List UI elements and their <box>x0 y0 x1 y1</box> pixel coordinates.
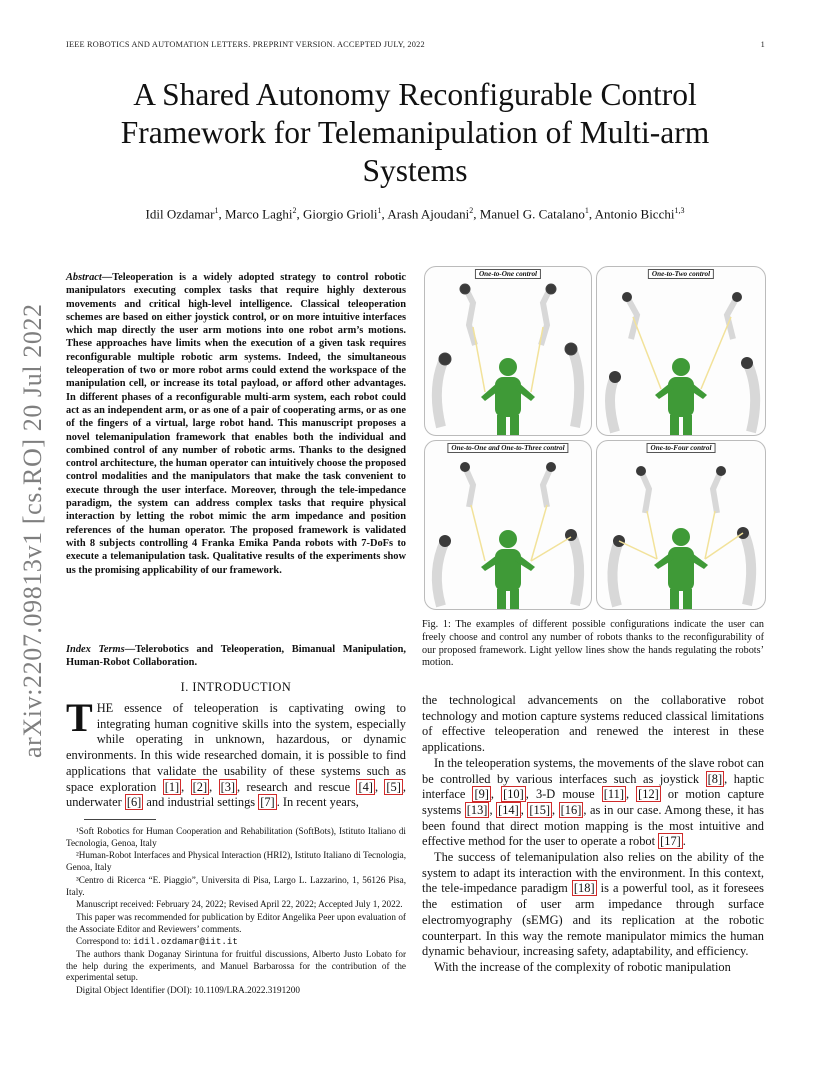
email-link[interactable]: idil.ozdamar@iit.it <box>133 936 238 948</box>
author: Arash Ajoudani <box>387 206 470 222</box>
text-run: , <box>520 802 528 817</box>
index-terms <box>66 643 406 670</box>
affiliation-mark: 1 <box>377 206 382 215</box>
index-terms-text: —Telerobotics and Teleoperation, Bimanual Manipulation, Human-Robot Collaboration. <box>66 644 406 669</box>
abstract <box>66 271 406 577</box>
journal-header: IEEE ROBOTICS AND AUTOMATION LETTERS. PREPRINT VERSION. ACCEPTED JULY, 2022 <box>66 40 425 49</box>
text-run: , 3-D mouse <box>525 787 602 802</box>
panel-label: One-to-Two control <box>648 269 714 279</box>
citation-link[interactable]: [8] <box>707 771 723 786</box>
intro-text: , <box>181 779 191 794</box>
citation-link[interactable]: [7] <box>260 795 275 810</box>
intro-text: , underwater <box>66 779 406 810</box>
index-terms-lead: Index Terms <box>66 644 125 655</box>
footnote-affiliation-1: ¹Soft Robotics for Human Cooperation and Rehabilitation (SoftBots), Istituto Italiano di Tecnologia, Genoa, Italy <box>66 826 406 848</box>
citation-link[interactable]: [4] <box>358 779 373 794</box>
right-column-text <box>422 693 764 976</box>
intro-text: HE essence of teleoperation is captivating owing to integrating human cognitive skills into the system, especially while operating in unknown, hazardous, or dynamic environments. In this wide researched domain, it is possible to find applications that validate the usability of these systems such as space exploration <box>66 701 406 794</box>
footnote-received: Manuscript received: February 24, 2022; Revised April 22, 2022; Accepted July 1, 2022. <box>76 899 403 910</box>
citation-link[interactable]: [16] <box>560 802 582 817</box>
author-list: Idil Ozdamar$^1$, Marco Laghi$^2$, Giorgio Grioli$^1$, Arash Ajoudani$^2$, Manuel G. Catalano$^1$, Antonio Bicchi$^{1,3}$ <box>145 206 685 222</box>
citation-link[interactable]: [5] <box>386 779 401 794</box>
figure-panel <box>596 266 766 436</box>
text-run: , <box>489 802 497 817</box>
intro-text: and industrial settings <box>143 795 259 810</box>
footnote-thanks: The authors thank Doganay Sirintuna for fruitful discussions, Alberto Justo Lobato for the help during the experiments, and Manuel Barbarossa for the contribution of the experimental setup. <box>66 949 406 983</box>
footnote-correspond <box>66 936 406 948</box>
citation-link[interactable]: [2] <box>192 779 208 794</box>
robot-scene-illustration <box>425 441 591 609</box>
text-run: or motion capture systems <box>422 787 764 817</box>
text-run: The success of telemanipulation also relies on the ability of the system to adapt its interaction with the environment. In this context, the tele-impedance paradigm <box>422 850 764 896</box>
footnote-rule <box>84 819 156 820</box>
intro-text: , research and rescue <box>237 779 357 794</box>
figure-panel <box>424 266 592 436</box>
paragraph: With the increase of the complexity of robotic manipulation <box>434 959 731 974</box>
author: Marco Laghi <box>225 206 293 222</box>
affiliation-mark: 1 <box>584 206 589 215</box>
figure-panel <box>596 440 766 610</box>
citation-link[interactable]: [9] <box>474 787 489 802</box>
author: Giorgio Grioli <box>303 206 378 222</box>
affiliation-mark: 2 <box>469 206 474 215</box>
abstract-lead: Abstract <box>66 272 102 283</box>
citation-link[interactable]: [11] <box>603 787 624 802</box>
text-run: is a powerful tool, as it foresees the estimation of user arm impedance through surface electromyography (sEMG) and its replication at the robotic counterpart. In this way the remote manipulator mimics the human dynamic behaviour, increasing safety, adaptability, and efficiency. <box>422 881 764 959</box>
citation-link[interactable]: [10] <box>503 787 524 802</box>
footnotes <box>66 826 406 998</box>
drop-cap: T <box>66 695 93 740</box>
figure-caption: Fig. 1: The examples of different possible configurations indicate the user can freely choose and control any number of robots thanks to the reconfigurability of our proposed framework. Light yellow lines show the hands regulating the robots’ motion. <box>422 619 764 669</box>
citation-link[interactable]: [15] <box>529 802 551 817</box>
text-run: , haptic interface <box>422 771 764 802</box>
arxiv-watermark: arXiv:2207.09813v1 [cs.RO] 20 Jul 2022 <box>18 303 47 758</box>
citation-link[interactable]: [3] <box>220 779 236 794</box>
footnote-doi: Digital Object Identifier (DOI): 10.1109/LRA.2022.3191200 <box>76 985 300 996</box>
text-run: . <box>682 834 686 849</box>
intro-paragraph <box>66 695 406 811</box>
panel-label: One-to-One and One-to-Three control <box>447 443 568 453</box>
section-title: I. INTRODUCTION <box>180 680 292 694</box>
page-number: 1 <box>760 40 765 49</box>
paragraph: the technological advancements on the collaborative robot technology and motion capture systems reduced classical limitations of effective teleoperation and renewed the interest in these applications. <box>422 693 764 755</box>
text-run: In the teleoperation systems, the movements of the slave robot can be controlled by various interfaces such as joystick <box>422 755 764 786</box>
robot-scene-illustration <box>597 267 765 435</box>
footnote-affiliation-2: ²Human-Robot Interfaces and Physical Interaction (HRI2), Istituto Italiano di Tecnologia, Genoa, Italy <box>66 850 406 873</box>
figure-1 <box>420 266 768 614</box>
author: Manuel G. Catalano <box>479 206 585 222</box>
text-run: , as in our case. Among these, it has been found that direct motion mapping is the most intuitive and effective method for the user to operate a robot <box>422 802 765 849</box>
abstract-text: —Teleoperation is a widely adopted strategy to control robotic manipulators executing complex tasks that require highly dexterous movements and critical high-level intelligence. Classical teleoperation schemes are based on either joystick control, or on more intuitive interfaces which map directly the user arm motions into one robot arm’s motions. These approaches have limits when the execution of a given task requires reconfigurable multiple robotic arm systems. Indeed, the simultaneous teleoperation of two or more robot arms could extend the workspace of the manipulation cell, or increase its total payload, or afford other advantages. In different phases of a reconfigurable multi-arm system, each robot could act as an independent arm, or as one of a pair of cooperating arms, or as one of the fingers of a virtual, large robot hand. This manuscript proposes a novel telemanipulation framework that enables both the individual and combined control of any number of robotic arms. Thanks to the designed control architecture, the human operator can intuitively choose the proposed control modalities and the manipulators that make the task convenient to execute through the user interface. Moreover, through the tele-impedance paradigm, the system can address complex tasks that require physical interaction by letting the robot mimic the arm impedance and position references of the human operator. The proposed framework is validated with 8 subjects controlling 4 Franka Emika Panda robots with 7-DoFs to execute a telemanipulation task. Qualitative results of the experiments show us the promising applicability of our framework. <box>66 272 406 576</box>
paragraph <box>422 850 764 960</box>
footnote-affiliation-3: ³Centro di Ricerca “E. Piaggio”, Universita di Pisa, Largo L. Lazzarino, 1, 56126 Pisa, Italy. <box>66 874 406 897</box>
citation-link[interactable]: [14] <box>498 802 519 817</box>
intro-text: . In recent years, <box>276 795 359 810</box>
citation-link[interactable]: [6] <box>126 795 142 810</box>
footnote-recommended: This paper was recommended for publication by Editor Angelika Peer upon evaluation of the Associate Editor and Reviewers’ comments. <box>66 911 406 934</box>
affiliation-mark: 1 <box>214 206 219 215</box>
robot-scene-illustration <box>597 441 765 609</box>
text-run: , <box>552 802 559 817</box>
affiliation-mark: 1,3 <box>674 206 685 215</box>
citation-link[interactable]: [12] <box>638 787 659 802</box>
citation-link[interactable]: [17] <box>660 834 681 849</box>
panel-label: One-to-Four control <box>647 443 716 453</box>
figure-panel <box>424 440 592 610</box>
citation-link[interactable]: [18] <box>573 881 595 896</box>
paper-title: A Shared Autonomy Reconfigurable Control Framework for Telemanipulation of Multi-arm Systems <box>120 77 710 188</box>
text-run: , <box>490 787 502 802</box>
robot-scene-illustration <box>425 267 591 435</box>
intro-text: , <box>374 779 385 794</box>
correspond-label: Correspond to: <box>76 936 134 947</box>
paragraph <box>422 756 764 850</box>
citation-link[interactable]: [1] <box>164 779 180 794</box>
author: Antonio Bicchi <box>594 206 675 222</box>
affiliation-mark: 2 <box>292 206 297 215</box>
intro-text: , <box>209 779 219 794</box>
panel-label: One-to-One control <box>475 269 541 279</box>
author: Idil Ozdamar <box>145 206 215 222</box>
citation-link[interactable]: [13] <box>466 802 488 817</box>
text-run: , <box>625 787 637 802</box>
